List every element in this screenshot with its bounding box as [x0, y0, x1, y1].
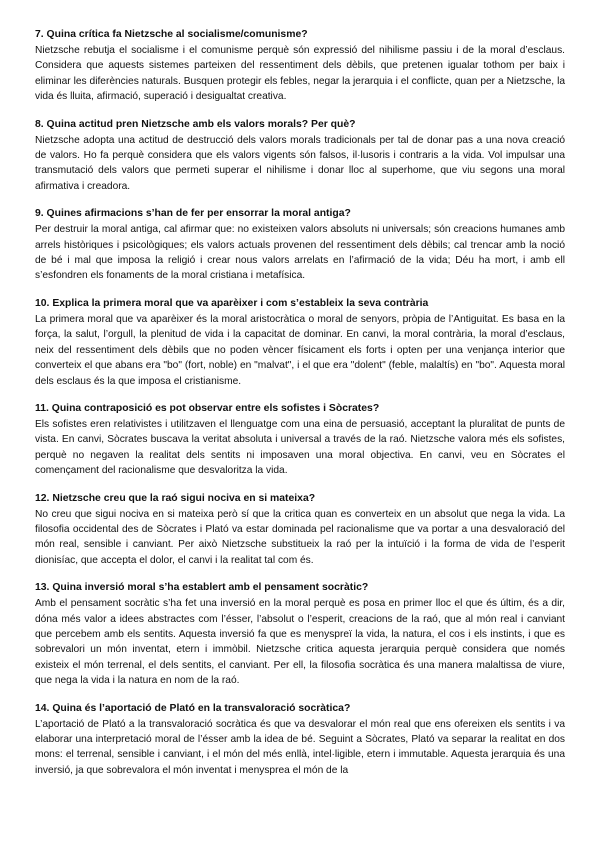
qa-section-14	[35, 702, 565, 779]
question-heading: 14. Quina és l’aportació de Plató en la transvaloració socràtica?	[35, 702, 351, 714]
answer-paragraph: Nietzsche rebutja el socialisme i el comunisme perquè són expressió del nihilisme passiu i de la moral d’esclaus. Considera que aquests sistemes parteixen del ressentiment dels dèbils, que pretenen igualar tothom per baix i eliminar les diferències naturals. Busquen protegir els febles, negar la jerarquia i el conflicte, quan per a Nietzsche, la vida és lluita, afirmació, superació i desigualtat creativa.	[35, 45, 565, 103]
question-heading: 10. Explica la primera moral que va aparèixer i com s’estableix la seva contrària	[35, 297, 429, 309]
answer-paragraph: No creu que sigui nociva en si mateixa però sí que la critica quan es converteix en un absolut que nega la vida. La filosofia occidental des de Sòcrates i Plató va estar dominada pel racionalisme que va portar a una desvaloració del món real, sensible i canviant. Per això Nietzsche substitueix la raó per la intuïció i la forma de vida de l’esperit dionisíac, que accepta el dolor, el canvi i la realitat tal com és.	[35, 508, 565, 566]
answer-paragraph: Per destruir la moral antiga, cal afirmar que: no existeixen valors absoluts ni universals; són creacions humanes amb arrels històriques i psicològiques; els valors actuals provenen del ressentiment dels dèbils; cal trencar amb la noció de bé i mal que imposa la religió i crear nous valors arrelats en l’afirmació de la vida; Déu ha mort, i amb ell s’esfondren els fonaments de la moral cristiana i metafísica.	[35, 224, 565, 282]
question-heading: 8. Quina actitud pren Nietzsche amb els valors morals? Per què?	[35, 118, 356, 130]
qa-section-10	[35, 297, 565, 389]
question-heading: 11. Quina contraposició es pot observar entre els sofistes i Sòcrates?	[35, 402, 380, 414]
question-heading: 12. Nietzsche creu que la raó sigui nociva en si mateixa?	[35, 492, 316, 504]
answer-paragraph: L’aportació de Plató a la transvaloració socràtica és que va desvalorar el món real que ens ofereixen els sentits i va elaborar una interpretació moral de l’ésser amb la idea de bé. Seguint a Sòcrates, Plató va separar la realitat en dos mons: el terrenal, sensible i canviant, i el món del més enllà, intel·ligible, etern i immutable. Aquesta jerarquia és una inversió, ja que sobrevalora el món inventat i menysprea el món de la	[35, 718, 565, 776]
qa-section-8	[35, 118, 565, 195]
answer-paragraph: Amb el pensament socràtic s’ha fet una inversió en la moral perquè es posa en primer lloc el que és últim, és a dir, dóna més valor a idees abstractes com l’ésser, l’absolut o l’esperit, creacions de la raó, que al món real i canviant que percebem amb els sentits. Aquesta inversió fa que es menyspreï la vida, la natura, el cos i els instints, i que es sobrevalori un món inventat, etern i immòbil. Nietzsche critica aquesta jerarquia perquè considera que només existeix el món terrenal, el dels sentits, el canviant. Per ell, la filosofia socràtica és una manera malaltissa de viure, que nega la vida i la natura en nom de la raó.	[35, 598, 565, 687]
answer-paragraph: Nietzsche adopta una actitud de destrucció dels valors morals tradicionals per tal de donar pas a una nova creació de valors. Ho fa perquè considera que els valors vigents són falsos, il·lusoris i contraris a la vida. Vol impulsar una transmutació dels valors que permeti superar el nihilisme i donar lloc al superhome, que viu segons una moral afirmativa i creadora.	[35, 134, 565, 192]
question-heading: 7. Quina crítica fa Nietzsche al socialisme/comunisme?	[35, 29, 308, 40]
qa-section-13	[35, 581, 565, 688]
qa-section-12	[35, 492, 565, 569]
qa-section-7	[35, 28, 565, 105]
question-heading: 13. Quina inversió moral s’ha establert amb el pensament socràtic?	[35, 582, 369, 594]
answer-paragraph: Els sofistes eren relativistes i utilitzaven el llenguatge com una eina de persuasió, acceptant la pluralitat de punts de vista. En canvi, Sòcrates buscava la veritat absoluta i universal a través de la raó. Nietzsche valora més els sofistes, perquè no negaven la realitat dels sentits ni imposaven una moral objectiva. En canvi, veu en Sòcrates el començament del racionalisme que desvaloritza la vida.	[35, 418, 565, 477]
qa-section-11	[35, 402, 565, 479]
question-heading: 9. Quines afirmacions s’han de fer per ensorrar la moral antiga?	[35, 208, 351, 220]
qa-section-9	[35, 207, 565, 284]
answer-paragraph: La primera moral que va aparèixer és la moral aristocràtica o moral de senyors, pròpia de l’Antiguitat. Es basa en la força, la salut, l’orgull, la plenitud de vida i la capacitat de dominar. En canvi, la moral contrària, la moral d’esclaus, neix del ressentiment dels dèbils que no poden vèncer físicament els forts i opten per una venjança interior que converteix el que abans era "bo" (fort, noble) en "malvat", i el que era "dolent" (feble, malaltís) en "bo". Aquesta moral dels esclaus és la que imposa el cristianisme.	[35, 313, 565, 387]
